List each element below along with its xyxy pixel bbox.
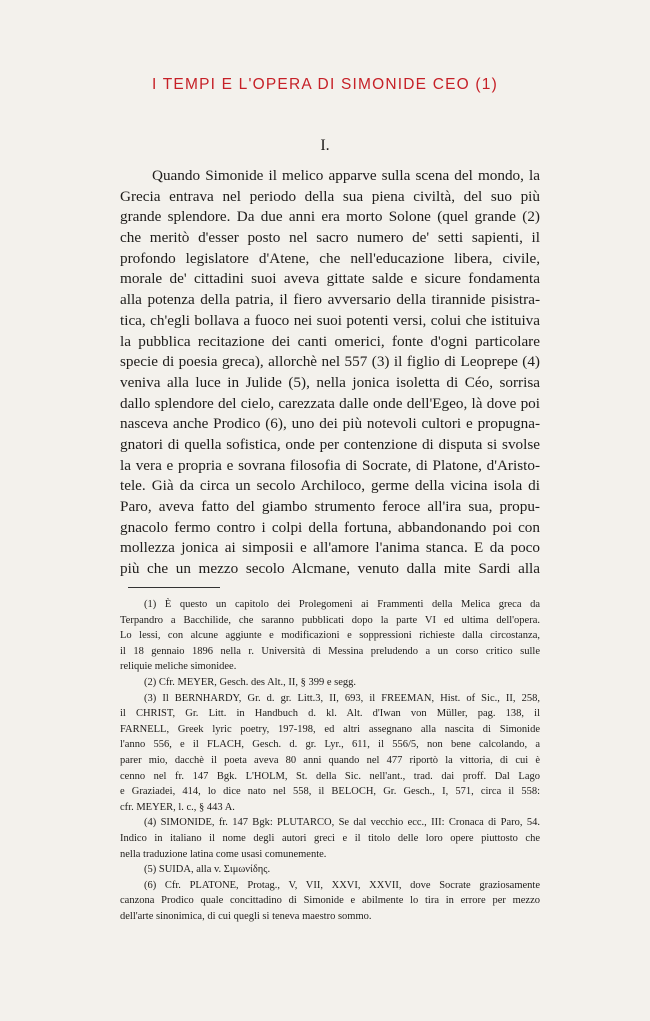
body-line: gnacolo fermo contro i colpi della fortuna, abbandonando poi con [120,518,540,536]
body-line: dallo splendore del cielo, carezzata dalle onde dell'Egeo, là dove poi [120,394,540,412]
body-line: Quando Simonide il melico apparve sulla scena del mondo, la [152,167,540,184]
body-line: alla potenza della patria, il fiero avversario della tirannide pisistra- [120,291,540,309]
body-line: nasceva anche Prodico (6), uno dei più notevoli cultori e propugna- [120,415,540,433]
body-line: tele. Già da circa un secolo Archiloco, germe della vicina isola di [120,477,540,495]
footnote-line: il CHRIST, Gr. Litt. in Handbuch d. kl. Alt. d'Iwan von Müller, pag. 138, il [120,708,540,720]
body-line: veniva alla luce in Julide (5), nella jonica isoletta di Céo, sorrisa [120,373,540,391]
footnote-line: (2) Cfr. MEYER, Gesch. des Alt., II, § 399 e segg. [144,676,357,688]
body-line: specie di poesia greca), allorchè nel 557 (3) il figlio di Leoprepe (4) [120,353,540,371]
body-line: la pubblica recitazione dei canti omerici, fonte d'ogni particolare [120,332,540,350]
body-line: più che un mezzo secolo Alcmane, venuto dalla mite Sardi alla [120,560,540,578]
footnote-line: Indico in italiano il nome degli autori greci e il titolo delle loro opere piuttosto che [120,832,540,844]
body-line: morale de' cittadini suoi aveva gittate salde e sicure fondamenta [120,270,540,288]
footnote-line: cfr. MEYER, l. c., § 443 A. [120,801,235,813]
body-line: che meritò d'esser posto nel sacro numero de' setti sapienti, il [120,229,540,247]
footnote-line: nella traduzione latina come usasi comunemente. [120,848,327,860]
footnotes [120,597,540,924]
footnote-line: (6) Cfr. PLATONE, Protag., V, VII, XXVI, XXVII, dove Socrate graziosamente [144,879,540,891]
body-line: la vera e propria e sovrana filosofia di Socrate, di Platone, d'Aristo- [120,456,540,474]
body-line: mollezza jonica ai simposii e all'amore l'anima stanca. E da poco [120,539,540,557]
body-line: gnatori di quella sofistica, onde per contenzione di disputa si svolse [120,435,540,453]
footnote-line: il 18 gennaio 1896 nella r. Università di Messina preludendo a un corso critico sulle [120,645,540,657]
body-line: tica, ch'egli bollava a fuoco nei suoi potenti versi, colui che istituiva [120,311,540,329]
body-line: grande splendore. Da due anni era morto Solone (quel grande (2) [120,208,540,226]
footnote-line: (4) SIMONIDE, fr. 147 Bgk: PLUTARCO, Se dal vecchio ecc., III: Cronaca di Paro, 54. [144,817,540,829]
footnote-line: dell'arte sinonimica, di cui quegli si teneva maestro sommo. [120,910,372,922]
body-line: Paro, aveva fatto del giambo strumento feroce all'ira sua, propu- [120,498,540,515]
footnote-line: (5) SUIDA, alla v. Σιμωνίδης. [144,864,271,876]
body-line: profondo legislatore d'Atene, che nell'educazione libera, civile, [120,249,540,267]
footnote-line: e Graziadei, 414, lo dice nato nel 558, il BELOCH, Gr. Gesch., I, 571, circa il 558: [120,786,540,798]
footnote-line: Lo lessi, con alcune aggiunte e modificazioni e soppressioni richieste dalla circostanza, [120,630,540,642]
footnote-line: reliquie meliche simonidee. [120,661,237,673]
footnote-line: canzona Prodico quale concittadino di Simonide e abilmente lo tira in errore per mezzo [120,895,540,907]
footnote-line: parer mio, dacchè il poeta aveva 80 anni quando nel 477 riportò la vittoria, di cui è [120,754,540,766]
footnote-line: Terpandro a Bacchilide, che saranno pubblicati dopo la parte VI ed ultima dell'opera. [120,614,540,626]
page-title: I TEMPI E L'OPERA DI SIMONIDE CEO (1) [152,76,498,93]
footnote-line: (1) È questo un capitolo dei Prolegomeni ai Frammenti della Melica greca da [144,599,540,610]
footnote-line: (3) Il BERNHARDY, Gr. d. gr. Litt.3, II, 693, il FREEMAN, Hist. of Sic., II, 258, [144,692,540,704]
body-line: Grecia entrava nel periodo della sua piena civiltà, del suo più [120,187,540,205]
footnote-divider [128,587,220,588]
section-number: I. [320,137,330,154]
footnote-line: cenno nel fr. 147 Bgk. L'HOLM, St. della Sic. nell'ant., trad. dai proff. Dal Lago [120,770,540,782]
body-paragraph [120,166,540,580]
footnote-line: l'anno 556, e il FLACH, Gesch. d. gr. Lyr., 611, il 556/5, non bene calcolando, a [120,739,540,751]
footnote-line: FARNELL, Greek lyric poetry, 197-198, ed altri assegnano alla nascita di Simonide [120,723,540,735]
